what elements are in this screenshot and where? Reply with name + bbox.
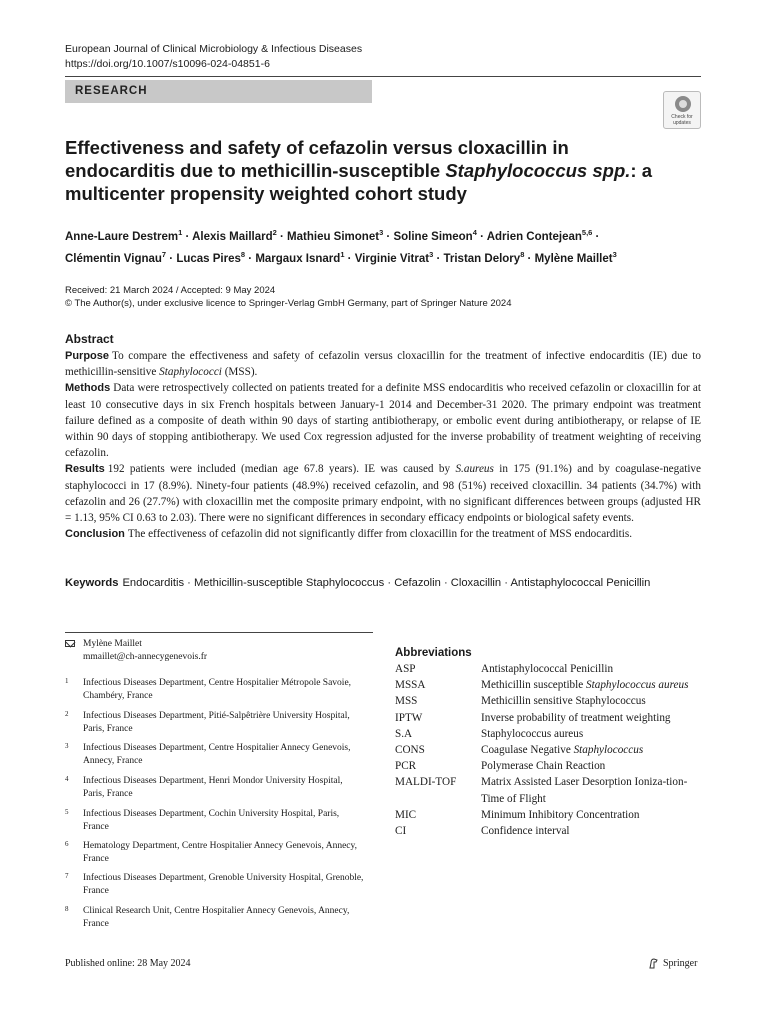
section-label: RESEARCH bbox=[75, 85, 148, 97]
received-accepted: Received: 21 March 2024 / Accepted: 9 May 2024 bbox=[65, 285, 276, 296]
springer-horse-icon bbox=[648, 958, 659, 969]
author-list: Anne-Laure Destrem$^1$ · Alexis Maillard$^2$ · Mathieu Simonet$^3$ · Soline Simeon$^4$ · Adrien Contejean$^{5,6}$ · Clémentin Vignau$^7$ · Lucas Pires$^8$ · Margaux Isnard$^1$ · Virginie Vitrat$^3$ · Tristan Delory$^8$ · Mylène Maillet$^3$ bbox=[65, 228, 617, 265]
affiliation: 3 Infectious Diseases Department, Centre Hospitalier Annecy Genevois, Annecy, France bbox=[65, 742, 351, 766]
article-dates bbox=[65, 284, 512, 310]
abbreviation-row: IPTW Inverse probability of treatment weighting bbox=[395, 711, 671, 724]
abbreviation-row: PCR Polymerase Chain Reaction bbox=[395, 760, 606, 773]
abstract-methods: Methods Data were retrospectively collected on patients treated for a definite MSS endocarditis who received cefazolin or cloxacillin for at least 10 consecutive days in six French hospitals between January-1 2014 and December-31 2020. The primary endpoint was treatment failure defined as a composite of death within 90 days of starting antibiotherapy, or embolic event during antibiotherapy, or relapse of IE within 90 days of stopping antibiotherapy. We used Cox regression adjusted for the inverse probability of treatment weighting of receiving cefazolin. bbox=[65, 382, 701, 460]
section-bar bbox=[65, 80, 372, 103]
copyright: © The Author(s), under exclusive licence to Springer-Verlag GmbH Germany, part of Springer Nature 2024 bbox=[65, 298, 512, 309]
footnote-divider bbox=[65, 632, 373, 633]
check-for-updates-badge[interactable] bbox=[663, 91, 701, 129]
doi-link[interactable]: https://doi.org/10.1007/s10096-024-04851-6 bbox=[65, 58, 270, 70]
check-updates-icon bbox=[675, 96, 691, 112]
publisher-name: Springer bbox=[663, 958, 698, 969]
envelope-icon bbox=[65, 640, 75, 647]
journal-name: European Journal of Clinical Microbiology & Infectious Diseases bbox=[65, 43, 363, 55]
affiliation: 5 Infectious Diseases Department, Cochin University Hospital, Paris, France bbox=[65, 808, 340, 832]
abbreviation-row: CI Confidence interval bbox=[395, 825, 570, 838]
abstract-results: Results 192 patients were included (median age 67.8 years). IE was caused by S.aureus in 175 (91.1%) and by coagulase-negative staphylococci in 17 (8.9%). Ninety-four patients (48.9%) received cefazolin, and 98 (51%) received cloxacillin. 34 patients (34.7%) with cefazolin and 26 (27.7%) with cloxacillin met the composite primary endpoint, with no significant differences between groups (adjusted HR = 1.13, 95% CI 0.63 to 2.03). There were no significant differences in secondary efficacy endpoints or biological safety events. bbox=[65, 463, 701, 525]
author[interactable]: Anne-Laure Destrem bbox=[65, 230, 179, 243]
abstract-purpose: Purpose To compare the effectiveness and safety of cefazolin versus cloxacillin for the treatment of infective endocarditis (IE) due to methicillin-sensitive Staphylococci (MSS). bbox=[65, 350, 701, 379]
affiliation: 1 Infectious Diseases Department, Centre Hospitalier Métropole Savoie, Chambéry, France bbox=[65, 677, 352, 701]
abbreviations-heading: Abbreviations bbox=[395, 647, 472, 659]
author[interactable]: Mylène Maillet bbox=[534, 252, 613, 265]
abbreviation-row: MSS Methicillin sensitive Staphylococcus bbox=[395, 695, 646, 708]
author[interactable]: Adrien Contejean bbox=[486, 230, 582, 243]
published-date: Published online: 28 May 2024 bbox=[65, 958, 191, 969]
author[interactable]: Clémentin Vignau bbox=[65, 252, 162, 265]
affiliation: 8 Clinical Research Unit, Centre Hospitalier Annecy Genevois, Annecy, France bbox=[65, 905, 350, 929]
abstract-heading: Abstract bbox=[65, 332, 114, 346]
author[interactable]: Mathieu Simonet bbox=[287, 230, 380, 243]
author[interactable]: Alexis Maillard bbox=[192, 230, 273, 243]
corresponding-name: Mylène Maillet bbox=[83, 639, 142, 649]
abstract-body bbox=[65, 348, 701, 542]
header-divider bbox=[65, 76, 701, 77]
check-updates-label: Check for updates bbox=[671, 114, 693, 126]
author[interactable]: Soline Simeon bbox=[393, 230, 473, 243]
author[interactable]: Virginie Vitrat bbox=[354, 252, 430, 265]
corresponding-email[interactable]: mmaillet@ch-annecygenevois.fr bbox=[83, 652, 208, 662]
journal-header bbox=[65, 42, 362, 72]
abstract-conclusion: Conclusion The effectiveness of cefazolin did not significantly differ from cloxacillin for the treatment of MSS endocarditis. bbox=[65, 528, 632, 541]
keywords-label: Keywords bbox=[65, 577, 119, 589]
author[interactable]: Margaux Isnard bbox=[255, 252, 341, 265]
abbreviations-list bbox=[395, 661, 705, 839]
affiliation: 2 Infectious Diseases Department, Pitié-Salpêtrière University Hospital, Paris, France bbox=[65, 710, 350, 734]
keywords bbox=[65, 575, 701, 591]
affiliation: 7 Infectious Diseases Department, Grenoble University Hospital, Grenoble, France bbox=[65, 872, 364, 896]
abbreviation-row: S.A Staphylococcus aureus bbox=[395, 727, 584, 740]
abbreviation-row: MSSA Methicillin susceptible Staphylococcus aureus bbox=[395, 679, 689, 692]
publisher-logo bbox=[648, 958, 697, 969]
affiliation: 4 Infectious Diseases Department, Henri Mondor University Hospital, Paris, France bbox=[65, 775, 343, 799]
corresponding-author bbox=[65, 638, 207, 664]
article-title: Effectiveness and safety of cefazolin versus cloxacillin in endocarditis due to methicillin-susceptible Staphylococcus spp.: a multicenter propensity weighted cohort study bbox=[65, 137, 652, 204]
affiliation: 6 Hematology Department, Centre Hospitalier Annecy Genevois, Annecy, France bbox=[65, 840, 358, 864]
keywords-list: Endocarditis · Methicillin-susceptible Staphylococcus · Cefazolin · Cloxacillin · Antistaphylococcal Penicillin bbox=[122, 577, 651, 589]
author[interactable]: Lucas Pires bbox=[176, 252, 241, 265]
abbreviation-row: MALDI-TOF Matrix Assisted Laser Desorption Ioniza-tion-Time of Flight bbox=[395, 776, 688, 805]
abbreviation-row: MIC Minimum Inhibitory Concentration bbox=[395, 808, 640, 821]
author[interactable]: Tristan Delory bbox=[443, 252, 521, 265]
abbreviation-row: ASP Antistaphylococcal Penicillin bbox=[395, 663, 614, 675]
abbreviation-row: CONS Coagulase Negative Staphylococcus bbox=[395, 744, 644, 757]
